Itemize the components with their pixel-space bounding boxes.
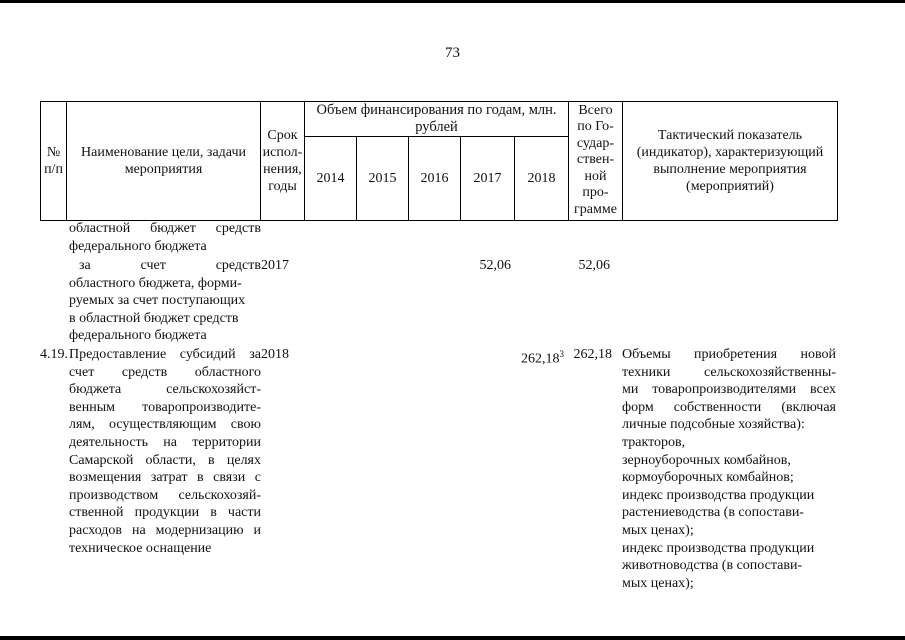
row-0-name: [69, 220, 261, 255]
name-line: производством сельскохозяй-: [69, 487, 261, 503]
name-line: в областной бюджет средств: [69, 310, 239, 326]
row-1-total: 52,06: [578, 258, 610, 273]
row-2-name: [69, 346, 261, 557]
indicator-line: кормоуборочных комбайнов;: [622, 470, 794, 486]
row-1-term: 2017: [261, 258, 289, 273]
indicator-line: зерноуборочных комбайнов,: [622, 452, 791, 468]
name-line: техническое оснащение: [69, 540, 212, 556]
header-year-2017: 2017: [473, 171, 502, 186]
header-year-2015: 2015: [368, 171, 397, 186]
header-funding: Объем финансирования по годам, млн. рублей: [316, 101, 557, 135]
table-header: [40, 101, 838, 221]
indicator-line: индекс производства продукции: [622, 540, 815, 556]
header-indicator: Тактический показатель (индикатор), характеризующий выполнение мероприятия (мероприятий): [636, 127, 824, 194]
col-border: [837, 101, 838, 221]
header-year-2018: 2018: [527, 171, 556, 186]
indicator-line: форм собственности (включая: [622, 399, 836, 415]
indicator-line: техники сельскохозяйственны-: [622, 364, 836, 380]
indicator-line: мых ценах);: [622, 522, 694, 538]
name-line: бюджета сельскохозяйст-: [69, 382, 261, 398]
indicator-line: Объемы приобретения новой: [622, 347, 836, 362]
header-name: Наименование цели, задачи мероприятия: [81, 144, 246, 177]
name-line: деятельность на территории: [69, 434, 261, 450]
header-num: № п/п: [44, 144, 63, 177]
row-1-name: [69, 257, 261, 345]
value-2018: 262,18: [521, 351, 560, 367]
indicator-line: тракторов,: [622, 434, 686, 450]
page-number: 73: [445, 45, 460, 61]
row-2-term: 2018: [261, 347, 289, 362]
indicator-line: ми товаропроизводителями всех: [622, 382, 836, 398]
row-2-num: 4.19.: [40, 347, 68, 362]
name-line: лям, осуществляющим свою: [69, 417, 261, 433]
name-line: расходов на модернизацию и: [69, 522, 261, 538]
indicator-line: растениеводства (в сопостави-: [622, 505, 804, 521]
name-line: областной бюджет средств: [69, 221, 261, 236]
footnote-mark: 3: [559, 349, 564, 359]
indicator-line: животноводства (в сопостави-: [622, 558, 803, 574]
header-year-2014: 2014: [316, 171, 345, 186]
row-1-value-2017: 52,06: [479, 258, 511, 273]
row-2-total: 262,18: [573, 347, 612, 362]
header-term: Срок испол- нения, годы: [262, 127, 303, 194]
name-line: федерального бюджета: [69, 238, 207, 254]
name-line: счет средств областного: [69, 364, 261, 380]
name-line: руемых за счет поступающих: [69, 293, 246, 309]
name-line: за счет средств: [79, 258, 261, 273]
top-border: [0, 0, 905, 3]
name-line: Предоставление субсидий за: [69, 347, 261, 362]
name-line: ственной продукции в части: [69, 505, 261, 521]
name-line: возмещения затрат в связи с: [69, 470, 261, 486]
bottom-border: [0, 636, 905, 640]
header-year-2016: 2016: [420, 171, 449, 186]
indicator-line: личные подсобные хозяйства):: [622, 417, 805, 433]
name-line: венным товаропроизводите-: [69, 399, 261, 415]
row-2-value-2018: [512, 346, 564, 368]
name-line: областного бюджета, форми-: [69, 275, 242, 291]
header-total: Всего по Го- судар- ствен- ной про- грамме: [574, 102, 617, 217]
name-line: федерального бюджета: [69, 328, 207, 344]
row-2-indicator: [622, 346, 836, 592]
indicator-line: индекс производства продукции: [622, 487, 815, 503]
name-line: Самарской области, в целях: [69, 452, 261, 468]
indicator-line: мых ценах);: [622, 575, 694, 591]
